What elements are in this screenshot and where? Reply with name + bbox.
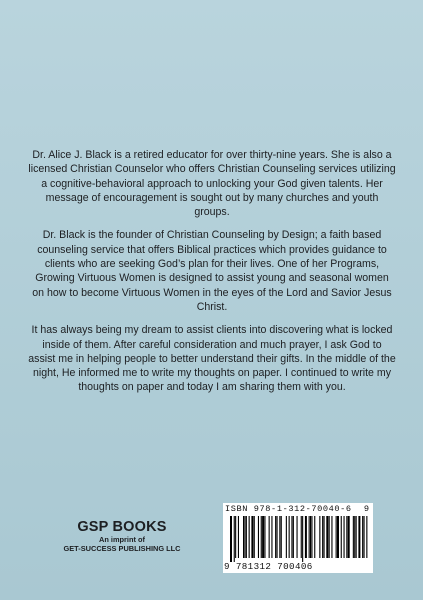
barcode-bar: [358, 516, 360, 558]
barcode-bar: [251, 516, 253, 558]
barcode-bar: [286, 516, 287, 558]
barcode-bar: [337, 516, 339, 558]
barcode-bar: [275, 516, 276, 558]
barcode-bar: [235, 516, 236, 558]
barcode-bar: [281, 516, 282, 558]
barcode-bar: [348, 516, 350, 558]
barcode-bar: [230, 516, 232, 562]
barcode-bar: [364, 516, 365, 558]
publisher-imprint-line: An imprint of: [99, 535, 145, 544]
barcode-bar: [234, 516, 235, 562]
blurb-paragraph-3: It has always being my dream to assist clients into discovering what is locked inside of them. After careful consideration and much prayer, I ask God to assist me in helping people to better understand their gifts. In the middle of the night, He informed me to write my thoughts on paper. I continued to write my thoughts on paper and today I am sharing them with you.: [28, 324, 396, 394]
barcode-addon-digit: 9: [363, 504, 369, 514]
isbn-barcode: [223, 503, 373, 573]
blurb-paragraph-1: Dr. Alice J. Black is a retired educator for over thirty-nine years. She is also a licensed Christian Counselor who offers Christian Counseling services utilizing a cognitive-behavioral approach to unlocking your God given talents. Her message of encouragement is sought out by many churches and youth groups.: [28, 149, 396, 219]
barcode-bar: [269, 516, 270, 558]
barcode-bar: [310, 516, 311, 558]
blurb-paragraph-2: Dr. Black is the founder of Christian Counseling by Design; a faith based counseling service that offers Biblical practices which provides guidance to clients who are seeking God’s plan for their lives. One of her Programs, Growing Virtuous Women is designed to assist young and seasonal women on how to become Virtuous Women in the eyes of the Lord and Savior Jesus Christ.: [32, 229, 392, 313]
barcode-bar: [289, 516, 290, 558]
barcode-bar: [277, 516, 278, 558]
barcode-bar: [246, 516, 247, 558]
barcode-bar: [297, 516, 298, 558]
barcode-bar: [356, 516, 357, 558]
barcode-bar: [366, 516, 367, 558]
cover-blurb: [28, 148, 396, 404]
barcode-bar: [271, 516, 272, 558]
barcode-bar: [322, 516, 323, 558]
publisher-name: GSP BOOKS: [77, 519, 167, 535]
barcode-bar: [331, 516, 332, 558]
barcode-bar: [264, 516, 265, 558]
barcode-bar: [291, 516, 292, 558]
barcode-bar: [258, 516, 259, 558]
barcode-bar: [262, 516, 264, 558]
isbn-label: ISBN 978-1-312-70040-6: [225, 504, 352, 514]
barcode-bar: [254, 516, 255, 558]
barcode-bar: [301, 516, 302, 558]
ean-digits: 9 781312 700406: [224, 561, 313, 572]
barcode-bar: [279, 516, 280, 558]
barcode-bar: [324, 516, 325, 558]
barcode-bar: [309, 516, 310, 558]
barcode-bar: [346, 516, 347, 558]
publisher-company: GET-SUCCESS PUBLISHING LLC: [63, 544, 181, 553]
barcode-bar: [362, 516, 363, 558]
barcode-bar: [243, 516, 244, 558]
barcode-bar: [305, 516, 307, 558]
barcode-bar: [249, 516, 250, 558]
barcode-bar: [293, 516, 294, 558]
barcode-bar: [244, 516, 245, 558]
barcode-bar: [326, 516, 328, 558]
publisher-logo: [62, 519, 182, 553]
barcode-bar: [354, 516, 355, 558]
barcode-bar: [341, 516, 342, 558]
barcode-bar: [311, 516, 312, 558]
barcode-bar: [314, 516, 315, 558]
barcode-bar: [344, 516, 345, 558]
barcode-bar: [261, 516, 262, 558]
barcode-bar: [329, 516, 330, 558]
barcode-bar: [302, 516, 303, 562]
barcode-bar: [353, 516, 354, 558]
barcode-bar: [238, 516, 239, 558]
barcode-bar: [319, 516, 320, 558]
barcode-bars: [228, 516, 368, 562]
barcode-bar: [336, 516, 337, 558]
